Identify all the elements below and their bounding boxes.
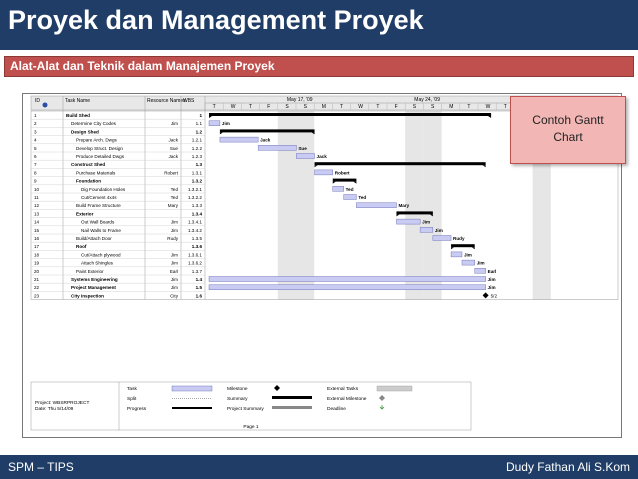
task-bar <box>209 285 486 290</box>
day-label: S <box>412 104 417 110</box>
day-label: F <box>267 104 271 110</box>
row-id: 6 <box>34 154 37 159</box>
row-wbs: 1.3.6.2 <box>187 260 202 266</box>
task-bar <box>209 277 486 282</box>
row-resource: Sue <box>169 145 178 151</box>
row-resource: Rudy <box>167 236 178 241</box>
week-label: May 17, '09 <box>286 97 313 103</box>
row-task-name: Build Shed <box>66 113 90 118</box>
task-bar <box>462 260 475 265</box>
row-wbs: 1.3.6 <box>191 244 202 250</box>
row-wbs: 1.6 <box>195 293 202 299</box>
summary-bar <box>315 162 486 165</box>
row-id: 3 <box>34 129 37 135</box>
legend-label: Project Summary <box>227 407 264 412</box>
row-id: 10 <box>34 186 40 192</box>
row-task-name: Cut/Attach plywood <box>81 252 121 258</box>
bar-label: Jim <box>434 227 443 233</box>
col-header-wbs: WBS <box>183 98 195 104</box>
row-id: 16 <box>34 236 40 241</box>
summary-cap <box>333 182 336 184</box>
row-task-name: Project Management <box>71 285 116 291</box>
legend-label: External Milestone <box>327 397 367 402</box>
bar-label: Jim <box>487 285 496 291</box>
row-id: 11 <box>34 195 39 200</box>
day-label: S <box>285 104 289 110</box>
row-wbs: 1.2.3 <box>191 154 202 159</box>
legend-project: Project: WBSRPROJECT <box>35 401 90 406</box>
row-id: 14 <box>34 219 40 225</box>
footer-left: SPM – TIPS <box>8 460 74 474</box>
row-resource: Jim <box>170 227 178 233</box>
row-id: 7 <box>34 162 37 168</box>
row-id: 20 <box>34 268 40 274</box>
task-bar <box>220 137 258 142</box>
bar-label: Jim <box>487 277 496 282</box>
row-task-name: Build/Attach Door <box>76 236 112 241</box>
summary-bar <box>451 244 475 247</box>
legend-label: Split <box>127 397 137 402</box>
bar-label: Jim <box>463 252 472 258</box>
legend-task-swatch <box>172 386 212 391</box>
row-id: 15 <box>34 227 40 233</box>
row-wbs: 1.3.4.2 <box>187 227 202 233</box>
row-resource: Jack <box>168 137 178 143</box>
row-id: 23 <box>34 293 40 299</box>
row-task-name: Nail Walls to Frame <box>81 227 121 233</box>
row-resource: Jim <box>170 219 178 225</box>
info-icon <box>43 103 48 108</box>
summary-cap <box>353 182 356 184</box>
bar-label: 5/2 <box>490 293 498 299</box>
row-resource: Jim <box>170 252 178 258</box>
row-wbs: 1.3.2 <box>191 178 202 184</box>
row-resource: City <box>170 293 178 299</box>
row-task-name: Construct Shed <box>71 162 106 168</box>
bar-label: Jack <box>260 137 271 143</box>
summary-cap <box>220 132 223 134</box>
row-wbs: 1 <box>199 113 202 118</box>
day-label: S <box>431 104 435 110</box>
row-task-name: Produce Detailed Dwgs <box>76 154 125 159</box>
milestone-diamond <box>483 292 489 298</box>
legend-progress-swatch <box>172 407 212 409</box>
legend-label: Deadline <box>327 407 346 412</box>
legend-external-task-swatch <box>377 386 412 391</box>
slide-subtitle: Alat-Alat dan Teknik dalam Manajemen Proyek <box>10 59 275 73</box>
bar-label: Jim <box>221 121 230 127</box>
row-id: 9 <box>34 178 37 184</box>
row-wbs: 1.3.2.1 <box>187 186 202 192</box>
week-label: May 24, '09 <box>414 97 441 103</box>
weekend-shade <box>296 111 314 300</box>
day-label: T <box>503 104 507 110</box>
footer-right: Dudy Fathan Ali S.Kom <box>505 460 630 474</box>
row-id: 13 <box>34 211 40 217</box>
bar-label: Ted <box>345 186 354 192</box>
summary-bar <box>333 179 357 182</box>
row-task-name: Attach Shingles <box>81 260 113 266</box>
row-wbs: 1.3.7 <box>191 268 202 274</box>
row-task-name: City Inspection <box>71 293 104 299</box>
row-wbs: 1.5 <box>195 285 202 291</box>
legend-label: Task <box>127 387 137 392</box>
task-bar <box>315 170 333 175</box>
row-id: 18 <box>34 252 40 258</box>
row-resource: Jim <box>170 277 178 282</box>
task-bar <box>333 186 344 191</box>
row-resource: Mary <box>167 203 178 209</box>
summary-bar <box>209 113 491 116</box>
row-resource: Ted <box>170 186 178 192</box>
legend-label: Progress <box>127 407 147 412</box>
day-label: T <box>249 104 253 110</box>
row-wbs: 1.2.2 <box>191 145 202 151</box>
row-task-name: Build Frame Structure <box>76 203 121 209</box>
task-bar <box>258 145 296 150</box>
row-id: 8 <box>34 170 37 176</box>
row-wbs: 1.4 <box>195 277 202 282</box>
col-header-id: ID <box>35 98 40 104</box>
row-task-name: Roof <box>76 244 87 250</box>
weekend-shade <box>278 111 296 300</box>
summary-bar <box>396 211 432 214</box>
day-label: T <box>212 104 216 110</box>
row-task-name: Determine City Codes <box>71 121 116 127</box>
summary-cap <box>488 116 491 118</box>
day-label: F <box>394 104 398 110</box>
legend-date: Date: Thu 5/14/09 <box>35 407 74 412</box>
legend-label: External Tasks <box>327 387 359 392</box>
task-bar <box>451 252 462 257</box>
row-wbs: 1.2 <box>195 129 202 135</box>
row-wbs: 1.3 <box>195 162 202 168</box>
col-header-resource: Resource Names <box>147 98 186 104</box>
bar-label: Jack <box>316 154 327 159</box>
summary-cap <box>209 116 212 118</box>
callout-box <box>510 96 626 164</box>
bar-label: Rudy <box>453 236 465 241</box>
row-wbs: 1.3.2.2 <box>187 195 202 200</box>
col-header-task-name: Task Name <box>65 98 91 104</box>
legend-label: Milestone <box>227 387 248 392</box>
row-resource: Jim <box>170 121 178 127</box>
row-id: 22 <box>34 285 40 291</box>
row-task-name: Develop Struct. Design <box>76 145 123 151</box>
day-label: S <box>303 104 307 110</box>
task-bar <box>433 236 451 241</box>
row-task-name: Out Wall Boards <box>81 219 115 225</box>
row-resource: Jack <box>168 154 178 159</box>
row-resource: Jim <box>170 285 178 291</box>
row-id: 2 <box>34 121 37 127</box>
task-bar <box>344 195 357 200</box>
summary-bar <box>220 129 315 132</box>
row-id: 17 <box>34 244 40 250</box>
task-bar <box>356 203 396 208</box>
row-id: 4 <box>34 137 37 143</box>
day-label: W <box>230 104 236 110</box>
row-task-name: Systems Engineering <box>71 277 118 282</box>
row-resource: Ted <box>170 195 178 200</box>
day-label: T <box>467 104 471 110</box>
callout-text: Contoh Gantt Chart <box>532 113 604 144</box>
summary-cap <box>396 214 399 216</box>
day-label: W <box>485 104 491 110</box>
day-label: M <box>321 104 326 110</box>
day-label: W <box>358 104 363 110</box>
row-task-name: Foundation <box>76 178 102 184</box>
summary-cap <box>315 165 318 167</box>
row-task-name: Paint Exterior <box>76 268 104 274</box>
page-label: Page 1 <box>243 425 259 430</box>
row-wbs: 1.3.1 <box>191 170 202 176</box>
bar-label: Jim <box>476 260 485 266</box>
row-task-name: Exterior <box>76 211 94 217</box>
row-id: 1 <box>34 113 37 118</box>
row-wbs: 1.3.4 <box>191 211 202 217</box>
row-task-name: Purchase Materials <box>76 170 116 176</box>
slide-title-bar <box>0 0 638 50</box>
day-label: T <box>376 104 380 110</box>
row-wbs: 1.3.3 <box>191 203 202 209</box>
bar-label: Jim <box>422 219 431 225</box>
slide-subtitle-bar <box>4 56 634 77</box>
row-wbs: 1.2.1 <box>191 137 202 143</box>
summary-cap <box>472 247 475 249</box>
row-task-name: Dig Foundation Holes <box>81 186 126 192</box>
row-wbs: 1.1 <box>195 121 202 127</box>
task-bar <box>396 219 420 224</box>
bar-label: Robert <box>334 170 350 176</box>
bar-label: Earl <box>487 268 497 274</box>
row-wbs: 1.3.5 <box>191 236 202 241</box>
row-task-name: Design Shed <box>71 129 99 135</box>
row-resource: Robert <box>164 170 178 176</box>
row-resource: Jim <box>170 260 178 266</box>
legend-label: Summary <box>227 397 248 402</box>
slide-footer <box>0 455 638 479</box>
day-label: T <box>340 104 344 110</box>
row-id: 19 <box>34 260 40 266</box>
row-id: 5 <box>34 145 37 151</box>
task-bar <box>296 154 314 159</box>
row-task-name: Prepare Arch. Dwgs <box>76 137 117 143</box>
slide-title: Proyek dan Management Proyek <box>8 5 424 35</box>
bar-label: Sue <box>298 145 307 151</box>
task-bar <box>420 227 433 232</box>
row-task-name: Cut/Cement 4x4s <box>81 195 117 200</box>
bar-label: Mary <box>398 203 410 209</box>
legend-project-summary-swatch <box>272 406 312 409</box>
row-id: 21 <box>34 277 40 282</box>
weekend-shade <box>423 111 441 300</box>
summary-cap <box>451 247 454 249</box>
legend-summary-swatch <box>272 396 312 399</box>
row-wbs: 1.3.6.1 <box>187 252 202 258</box>
row-wbs: 1.3.4.1 <box>187 219 202 225</box>
summary-cap <box>483 165 486 167</box>
task-bar <box>475 268 486 273</box>
row-resource: Earl <box>169 268 178 274</box>
bar-label: Ted <box>358 195 367 200</box>
row-id: 12 <box>34 203 40 209</box>
day-label: M <box>449 104 454 110</box>
task-bar <box>209 121 220 126</box>
